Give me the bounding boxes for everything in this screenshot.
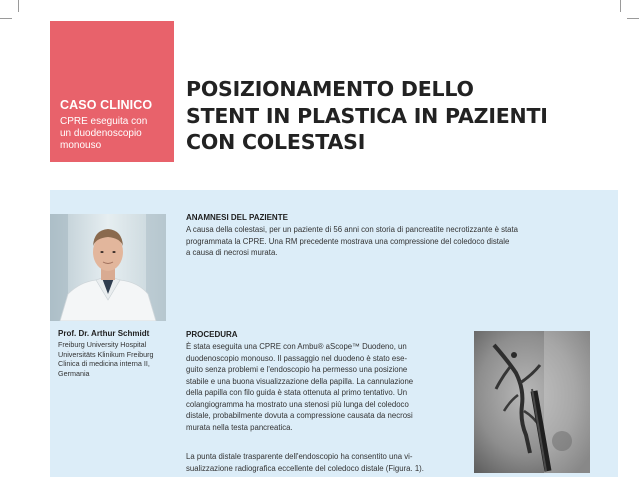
procedure-line: murata nella testa pancreatica. [186,422,293,432]
procedure-text-2 [186,451,424,474]
anamnesis-line: a causa di necrosi murata. [186,248,278,257]
anamnesis-text [186,224,518,259]
crop-mark-top-right-horizontal [627,18,639,19]
procedure-heading: PROCEDURA [186,330,238,339]
crop-mark-top-left-vertical [18,0,19,12]
case-subtitle [60,116,168,153]
affiliation-line: Clinica di medicina interna II, [58,359,150,369]
procedure-line: stabile e una buona visualizzazione della papilla. La cannulazione [186,376,414,386]
anamnesis-heading: ANAMNESI DEL PAZIENTE [186,213,288,222]
xray-image [474,331,590,473]
author-photo-illustration [50,214,166,321]
procedure-line: La punta distale trasparente dell'endoscopio ha consentito una vi- [186,452,413,461]
procedure-line: guito senza problemi e l'endoscopio ha permesso una posizione [186,365,408,374]
procedure-line: distale, probabilmente dovuta a compressione causata da necrosi [186,411,413,420]
case-subtitle-line: un duodenoscopio [60,128,142,140]
anamnesis-line: programmata la CPRE. Una RM precedente mostrava una compressione del coledoco distale [186,236,510,246]
crop-mark-top-left-horizontal [0,18,12,19]
author-name: Prof. Dr. Arthur Schmidt [58,329,150,338]
crop-mark-top-right-vertical [620,0,621,12]
procedure-line: colangiogramma ha mostrato una stenosi più lunga del coledoco [186,399,409,409]
procedure-line: duodenoscopio monouso. Il passaggio nel duodeno è stato ese- [186,353,408,363]
title-line: STENT IN PLASTICA IN PAZIENTI [186,103,548,128]
procedure-line: sualizzazione radiografica eccellente del coledoco distale (Figura. 1). [186,463,424,473]
page-title [186,76,616,156]
author-photo [50,214,166,321]
xray-illustration [474,331,590,473]
procedure-text [186,341,413,433]
anamnesis-line: A causa della colestasi, per un paziente di 56 anni con storia di pancreatite necrotizzante è stata [186,225,519,234]
case-subtitle-line: monouso [60,140,102,152]
case-label: CASO CLINICO [60,98,153,112]
affiliation-line: Germania [58,368,90,378]
case-box [50,21,174,162]
title-line: CON COLESTASI [186,130,366,154]
affiliation-line: Freiburg University Hospital [58,340,147,349]
title-line: POSIZIONAMENTO DELLO [186,77,474,101]
procedure-line: della papilla con filo guida è stata ottenuta al primo tentativo. Un [186,388,408,397]
case-subtitle-line: CPRE eseguita con [60,116,148,127]
author-affiliation [58,340,178,378]
affiliation-line: Universitäts Klinikum Freiburg [58,349,154,359]
procedure-line: È stata eseguita una CPRE con Ambu® aScope™ Duodeno, un [186,342,407,351]
